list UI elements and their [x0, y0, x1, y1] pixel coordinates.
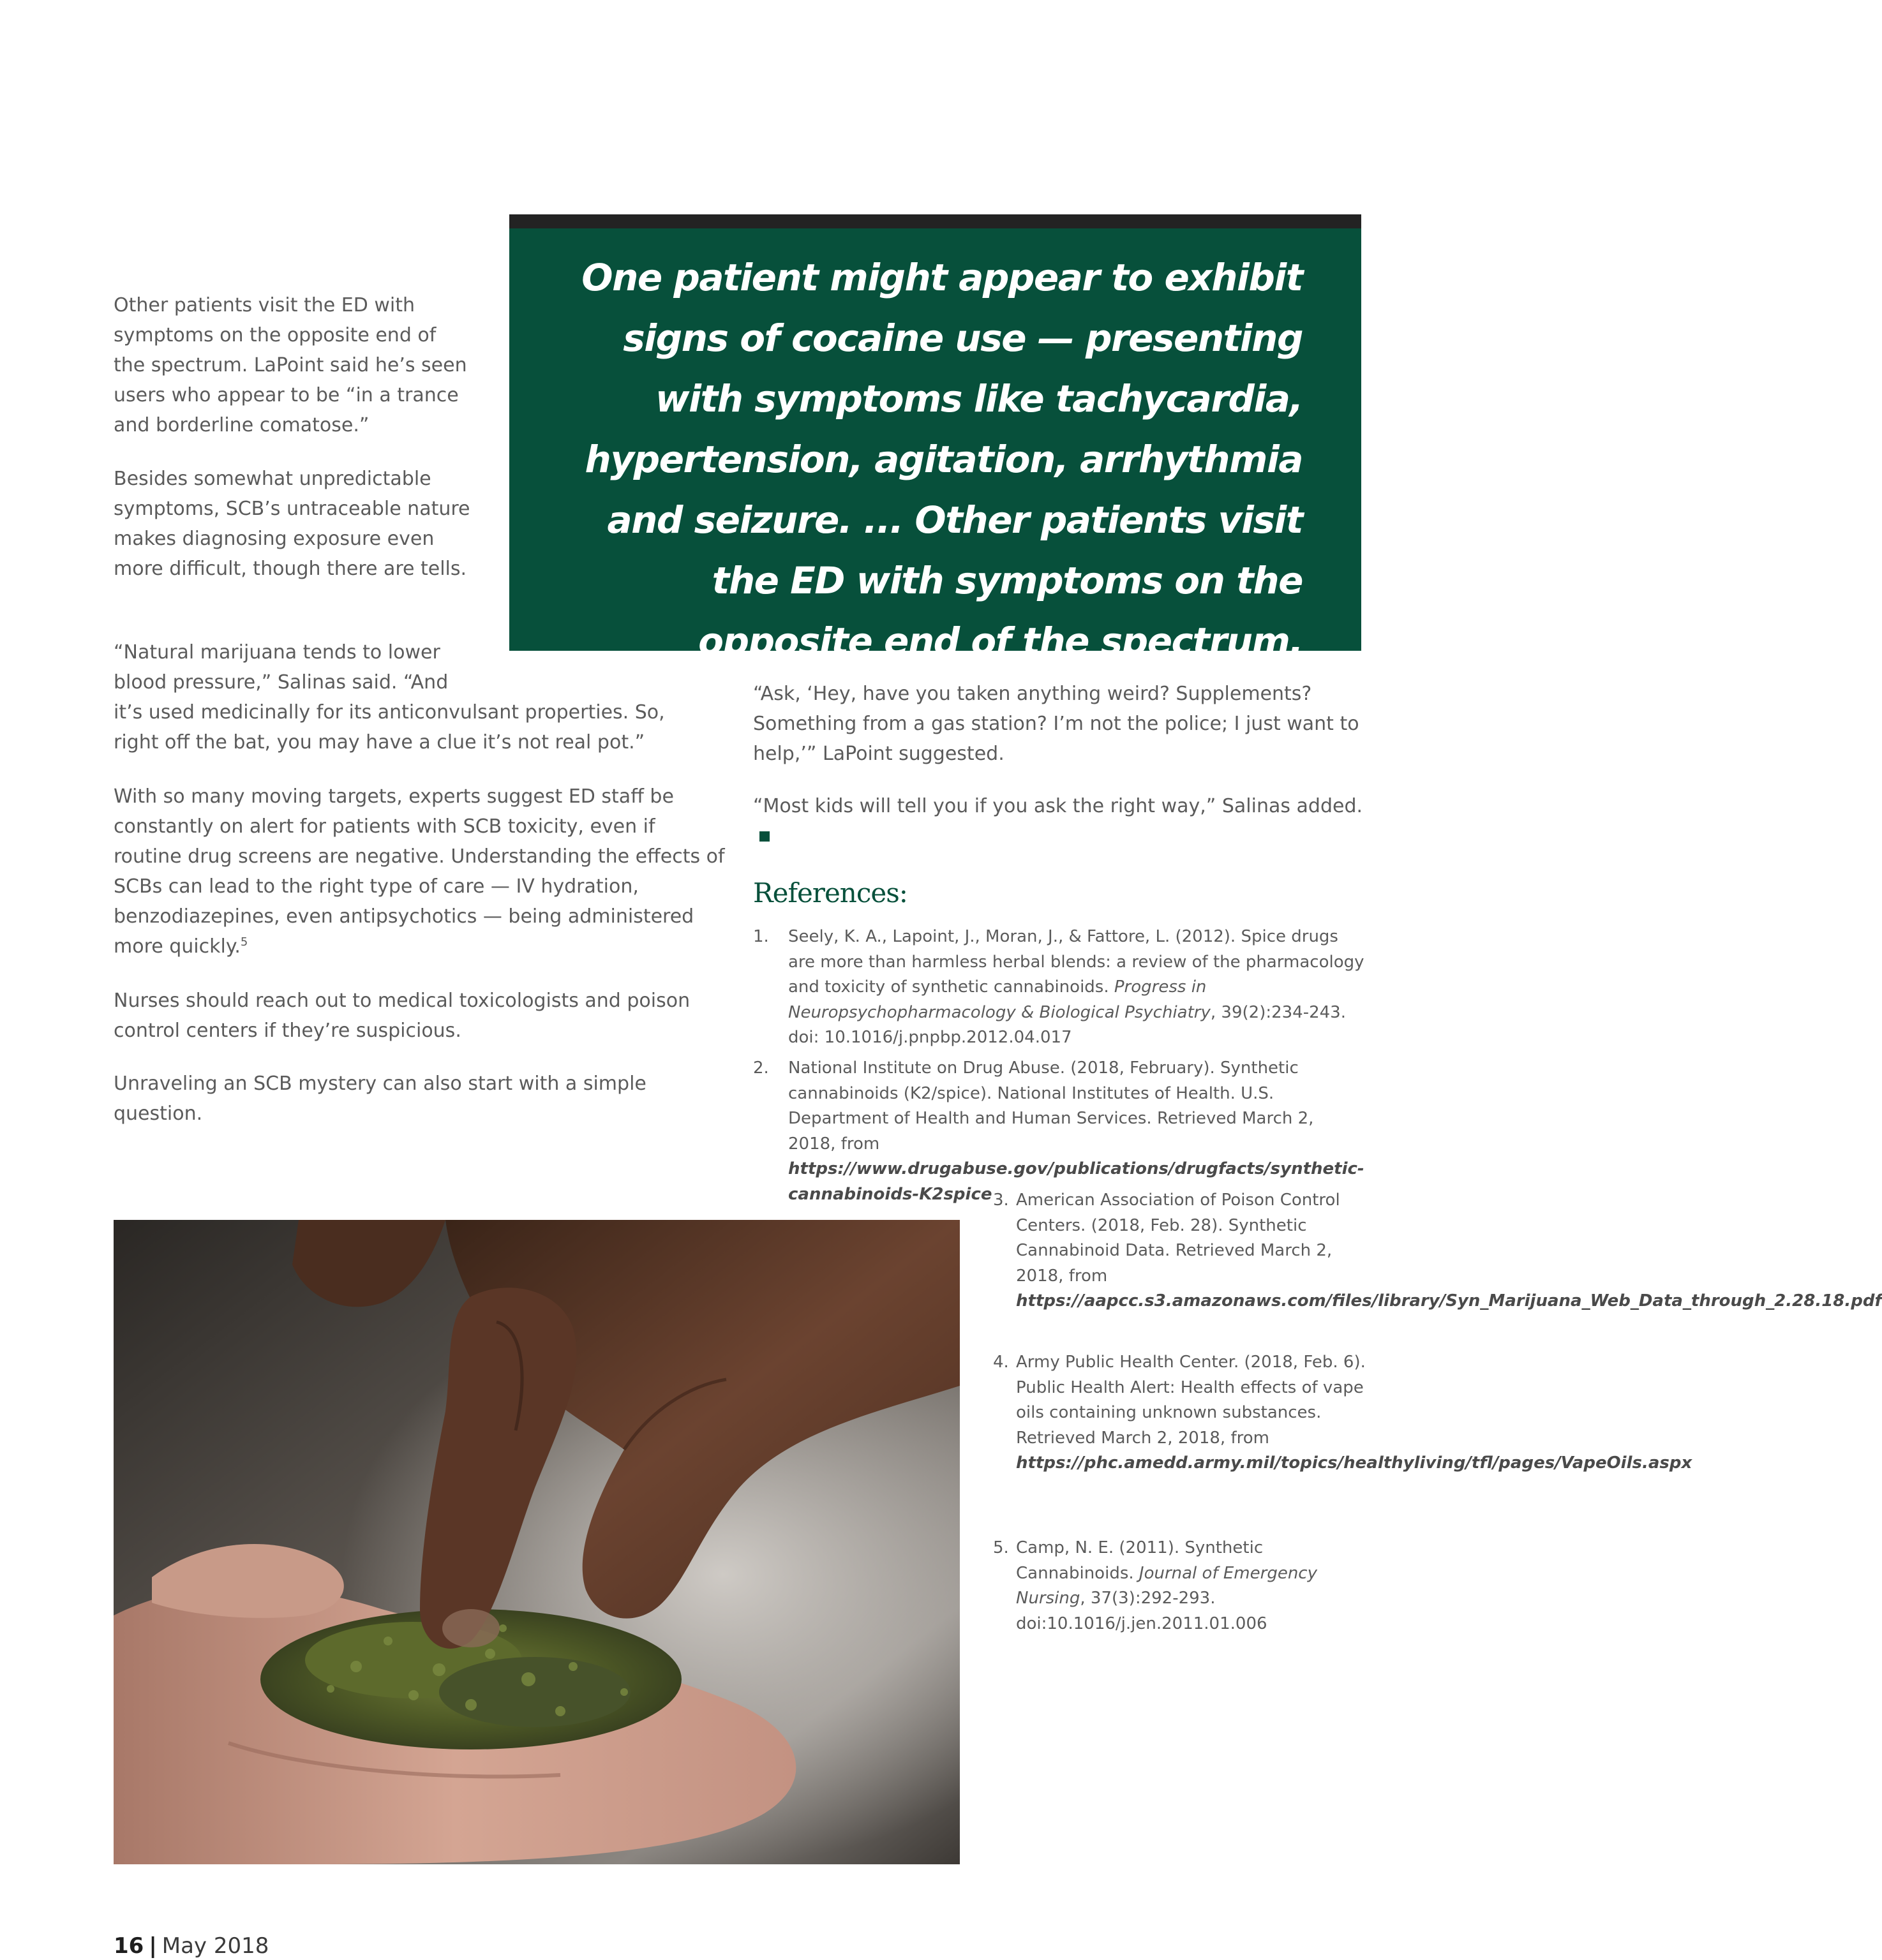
- reference-journal: Progress in Neuropsychopharmacology & Biological Psychiatry: [788, 977, 1211, 1022]
- pullquote-text: One patient might appear to exhibit signs of cocaine use — presenting with symptoms like tachycardia, hypertension, agitation, arrhythmia and seizure. ... Other patients visit the ED with symptoms on the opposite end of the spectrum.: [581, 256, 1303, 663]
- paragraph-text: “Most kids will tell you if you ask the right way,” Salinas added.: [753, 795, 1363, 817]
- reference-text: American Association of Poison Control Centers. (2018, Feb. 28). Synthetic Cannabinoid Data. Retrieved March 2, 2018, from: [1016, 1191, 1340, 1286]
- reference-item: [993, 1350, 1692, 1476]
- paragraph-text: With so many moving targets, experts suggest ED staff be constantly on alert for patients with SCB toxicity, even if routine drug screens are negative. Understanding the effects of SCBs can lead to the right type of care — IV hydration, benzodiazepines, even antipsychotics — being administered more quickly.: [114, 785, 725, 958]
- right-paragraph-1: [753, 679, 1366, 769]
- reference-item: [993, 1536, 1370, 1637]
- paragraph-line: right off the bat, you may have a clue it’s not real pot.”: [114, 731, 645, 754]
- issue-date: May 2018: [161, 1933, 269, 1959]
- reference-item: [993, 1188, 1882, 1314]
- footnote-marker: 5: [240, 935, 248, 949]
- reference-number: 3.: [993, 1191, 1009, 1210]
- reference-journal: Journal of Emergency Nursing: [1016, 1563, 1317, 1608]
- pullquote-box: [509, 228, 1361, 663]
- reference-number: 5.: [993, 1538, 1009, 1557]
- reference-details: , 37(3):292-293. doi:10.1016/j.jen.2011.01.006: [1016, 1589, 1267, 1633]
- reference-text: National Institute on Drug Abuse. (2018, February). Synthetic cannabinoids (K2/spice). National Institutes of Health. U.S. Department of Health and Human Services. Retrieved March 2, 2018, from: [788, 1058, 1314, 1154]
- reference-text: Seely, K. A., Lapoint, J., Moran, J., & Fattore, L. (2012). Spice drugs are more than harmless herbal blends: a review of the pharmacology and toxicity of synthetic cannabinoids.: [788, 927, 1364, 997]
- reference-text: Camp, N. E. (2011). Synthetic Cannabinoids.: [1016, 1538, 1264, 1583]
- left-paragraph-4: [114, 782, 726, 961]
- reference-text: Army Public Health Center. (2018, Feb. 6). Public Health Alert: Health effects of vape oils containing unknown substances. Retrieved March 2, 2018, from: [1016, 1353, 1366, 1448]
- reference-number: 2.: [753, 1058, 769, 1078]
- paragraph-text: Unraveling an SCB mystery can also start with a simple question.: [114, 1073, 646, 1125]
- pullquote-top-bar: [509, 214, 1361, 228]
- reference-link[interactable]: https://phc.amedd.army.mil/topics/healthyliving/tfl/pages/VapeOils.aspx: [1016, 1453, 1692, 1473]
- reference-details: , 39(2):234-243. doi: 10.1016/j.pnpbp.2012.04.017: [788, 1002, 1346, 1047]
- left-paragraph-3: [114, 637, 752, 757]
- photo-hands-herbs: [114, 1220, 960, 1864]
- reference-number: 1.: [753, 927, 769, 946]
- end-mark-icon: [759, 831, 770, 842]
- reference-item: [753, 1056, 1366, 1207]
- paragraph-text: Nurses should reach out to medical toxicologists and poison control centers if they’re suspicious.: [114, 990, 691, 1042]
- paragraph-line: it’s used medicinally for its anticonvulsant properties. So,: [114, 701, 665, 724]
- reference-link[interactable]: https://www.drugabuse.gov/publications/drugfacts/synthetic-cannabinoids-K2spice: [788, 1159, 1364, 1204]
- article-photo: [114, 1220, 960, 1864]
- footer-separator: |: [149, 1933, 157, 1959]
- paragraph-line: blood pressure,” Salinas said. “And: [114, 671, 449, 694]
- left-paragraph-2: [114, 464, 471, 584]
- references-heading: References:: [753, 877, 907, 909]
- paragraph-text: Besides somewhat unpredictable symptoms, SCB’s untraceable nature makes diagnosing exposure even more difficult, though there are tells.: [114, 468, 470, 580]
- reference-item: [753, 924, 1366, 1051]
- reference-number: 4.: [993, 1353, 1009, 1372]
- page-number: 16: [114, 1933, 144, 1959]
- left-paragraph-1: [114, 290, 471, 440]
- right-paragraph-2: [753, 791, 1366, 851]
- paragraph-line: “Natural marijuana tends to lower: [114, 641, 440, 664]
- paragraph-text: “Ask, ‘Hey, have you taken anything weird? Supplements? Something from a gas station? I’m not the police; I just want to help,’” LaPoint suggested.: [753, 683, 1359, 765]
- reference-link[interactable]: https://aapcc.s3.amazonaws.com/files/library/Syn_Marijuana_Web_Data_through_2.28.18.pdf: [1016, 1291, 1882, 1310]
- left-paragraph-5: [114, 986, 726, 1046]
- left-paragraph-6: [114, 1069, 726, 1129]
- page-footer: [114, 1933, 269, 1959]
- paragraph-text: Other patients visit the ED with symptoms on the opposite end of the spectrum. LaPoint said he’s seen users who appear to be “in a trance and borderline comatose.”: [114, 294, 467, 436]
